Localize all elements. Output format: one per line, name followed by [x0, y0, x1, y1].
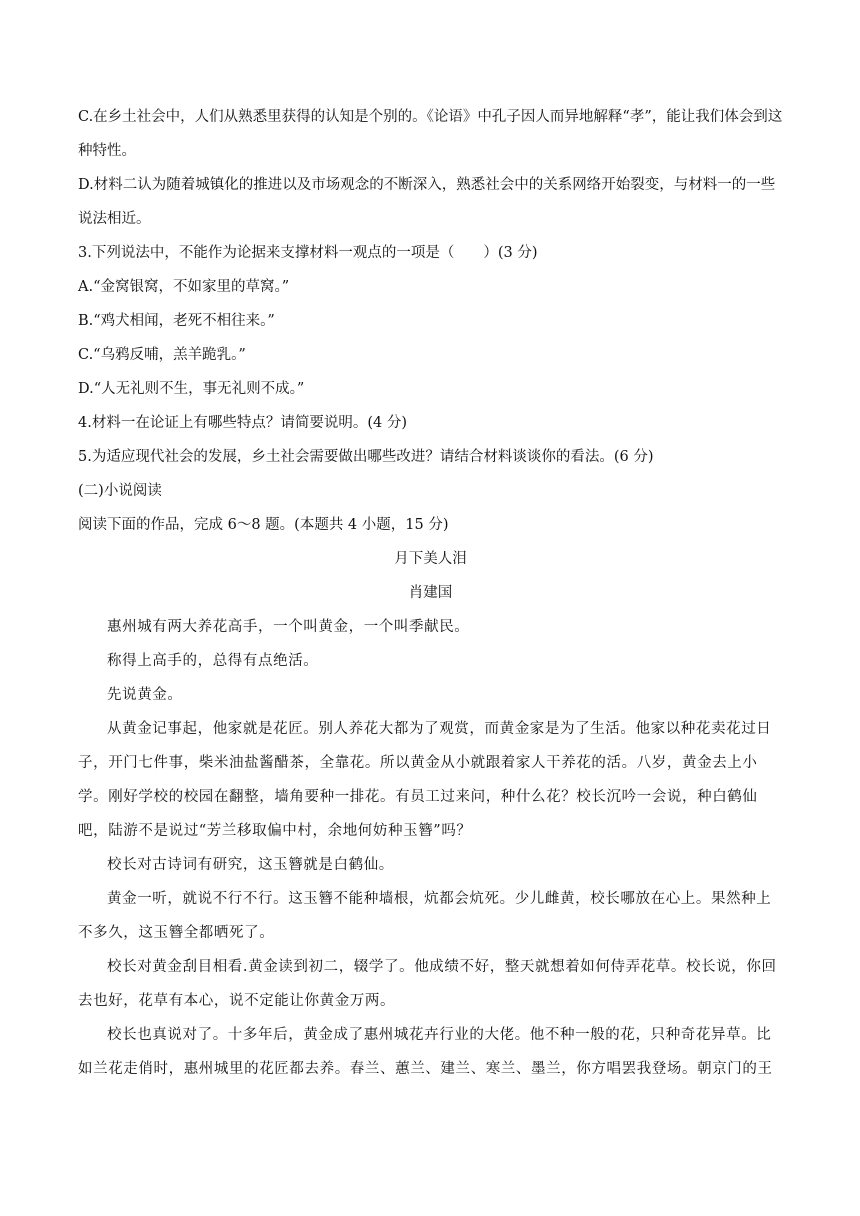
story-paragraph: 黄金一听，就说不行不行。这玉簪不能种墙根，炕都会炕死。少儿雌黄，校长哪放在心上。果然种上不多久，这玉簪全都晒死了。 [78, 891, 772, 941]
story-author: 肖建国 [408, 585, 453, 601]
question-3-option-c: C.“乌鸦反哺，羔羊跪乳。” [78, 347, 246, 363]
option-c: C.在乡土社会中，人们从熟悉里获得的认知是个别的。《论语》中孔子因人而异地解释“孝”，能让我们体会到这种特性。 [78, 109, 783, 159]
question-3-option-b: B.“鸡犬相闻，老死不相往来。” [78, 313, 275, 329]
question-3-option-d: D.“人无礼则不生，事无礼则不成。” [78, 381, 305, 397]
option-d: D.材料二认为随着城镇化的推进以及市场观念的不断深入，熟悉社会中的关系网络开始裂变，与材料一的一些说法相近。 [78, 177, 776, 227]
story-paragraph: 称得上高手的，总得有点绝活。 [107, 653, 319, 669]
question-5: 5.为适应现代社会的发展，乡土社会需要做出哪些改进？请结合材料谈谈你的看法。(6 分) [78, 449, 654, 465]
story-paragraph: 校长也真说对了。十多年后，黄金成了惠州城花卉行业的大佬。他不种一般的花，只种奇花异草。比如兰花走俏时，惠州城里的花匠都去养。春兰、蕙兰、建兰、寒兰、墨兰，你方唱罢我登场。朝京门的王 [78, 1027, 773, 1077]
story-title: 月下美人泪 [394, 551, 467, 567]
story-paragraph: 先说黄金。 [107, 687, 183, 703]
question-3: 3.下列说法中，不能作为论据来支撑材料一观点的一项是（ ）(3 分) [78, 245, 538, 261]
story-paragraph: 校长对黄金刮目相看.黄金读到初二，辍学了。他成绩不好，整天就想着如何侍弄花草。校长说，你回去也好，花草有本心，说不定能让你黄金万两。 [78, 959, 777, 1009]
section-instruction: 阅读下面的作品，完成 6～8 题。(本题共 4 小题，15 分) [78, 517, 449, 533]
story-paragraph: 惠州城有两大养花高手，一个叫黄金，一个叫季献民。 [107, 619, 470, 635]
question-4: 4.材料一在论证上有哪些特点？请简要说明。(4 分) [78, 415, 407, 431]
section-heading: (二)小说阅读 [78, 483, 162, 499]
document-page [78, 100, 783, 1086]
story-paragraph: 校长对古诗词有研究，这玉簪就是白鹤仙。 [107, 857, 394, 873]
question-3-option-a: A.“金窝银窝，不如家里的草窝。” [78, 279, 290, 295]
story-paragraph: 从黄金记事起，他家就是花匠。别人养花大都为了观赏，而黄金家是为了生活。他家以种花卖花过日子，开门七件事，柴米油盐酱醋茶，全靠花。所以黄金从小就跟着家人干养花的活。八岁，黄金去上小学。刚好学校的校园在翻整，墙角要种一排花。有员工过来问，种什么花？校长沉吟一会说，种白鹤仙吧，陆游不是说过“芳兰移取偏中村，余地何妨种玉簪”吗？ [78, 721, 772, 839]
